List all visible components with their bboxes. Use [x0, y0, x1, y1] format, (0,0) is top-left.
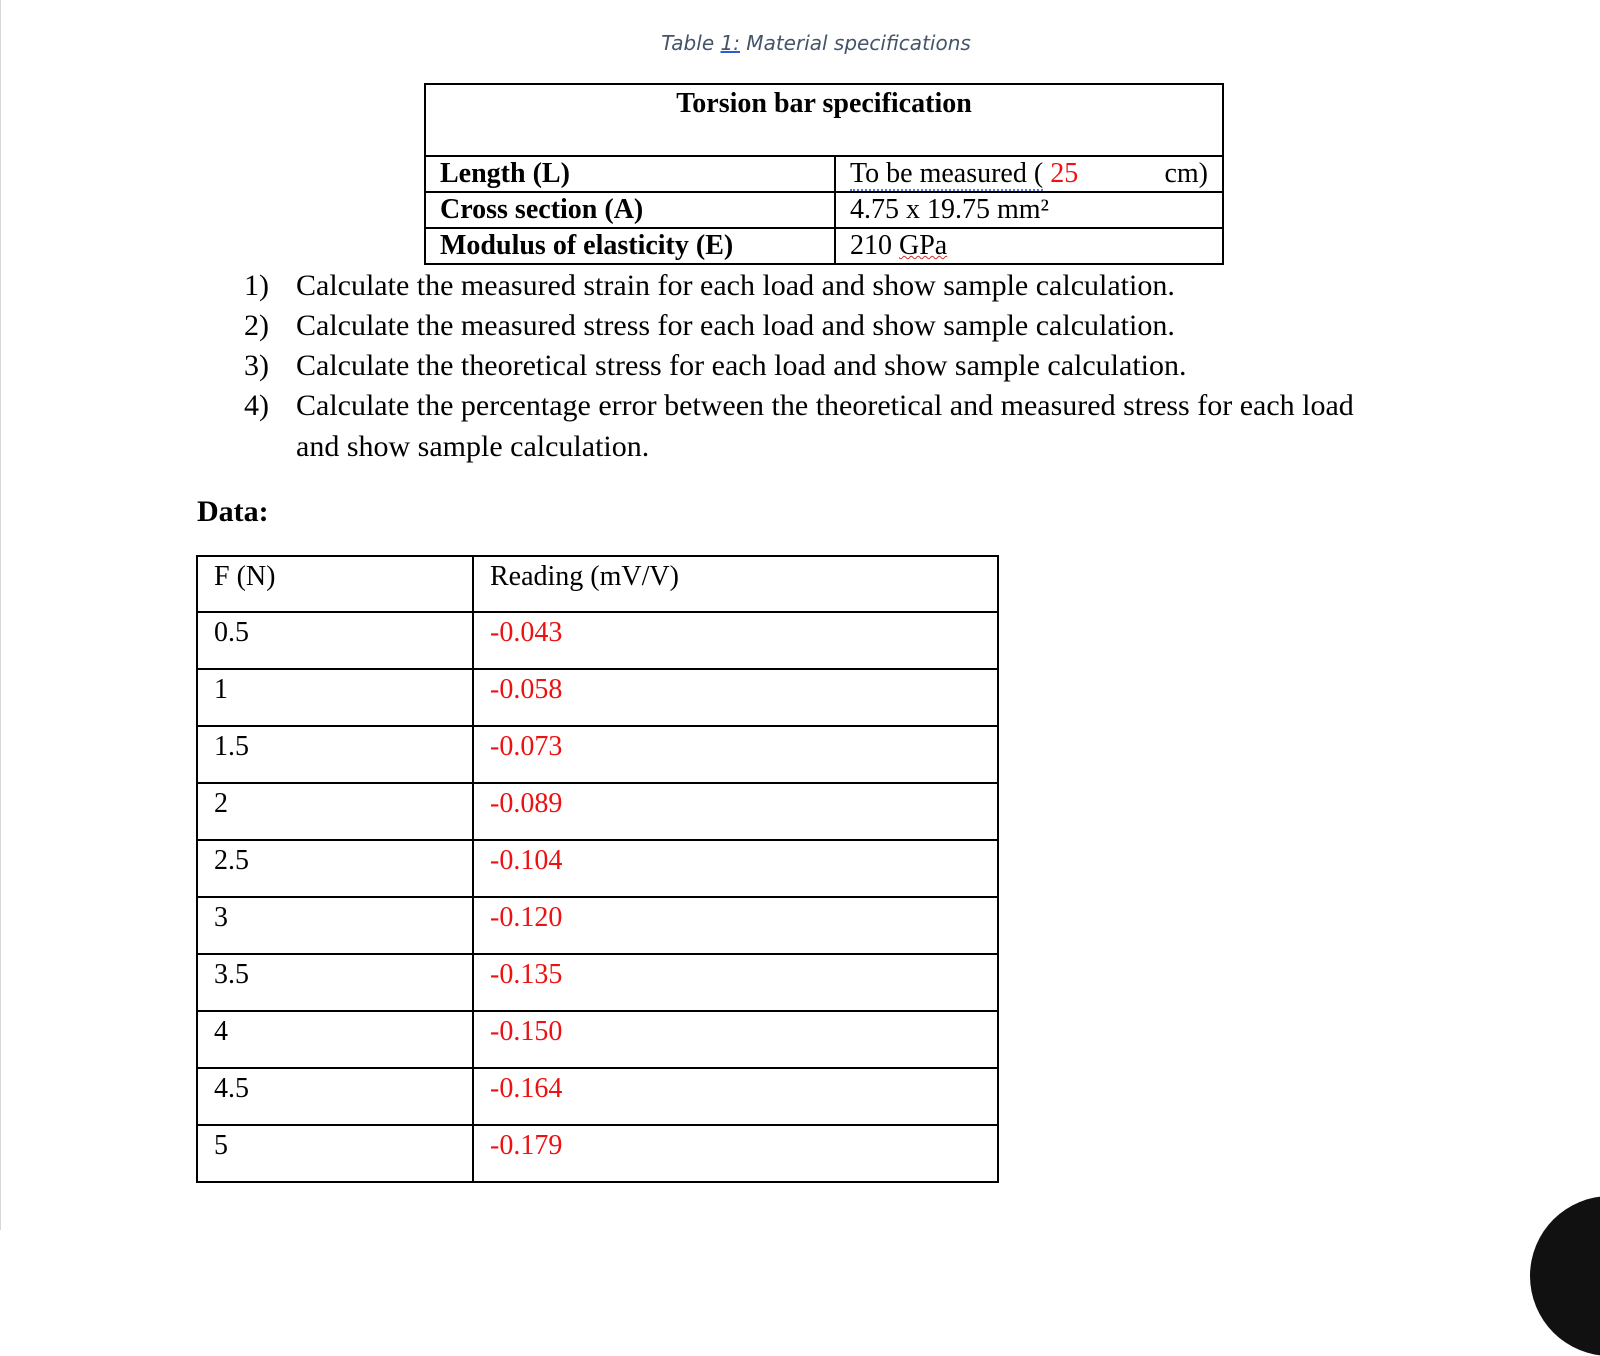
spec-value: To be measured ( 25 cm) — [835, 156, 1223, 192]
reading-cell: -0.135 — [473, 954, 998, 1011]
force-cell: 1 — [197, 669, 473, 726]
table-row — [197, 612, 998, 669]
spec-row-length — [425, 156, 1223, 192]
reading-cell: -0.043 — [473, 612, 998, 669]
table-row — [197, 783, 998, 840]
table-row — [197, 1068, 998, 1125]
table-row — [197, 1125, 998, 1182]
table-caption: Table 1: Material specifications — [661, 31, 971, 55]
spec-table — [424, 83, 1224, 265]
reading-cell: -0.150 — [473, 1011, 998, 1068]
spec-label: Cross section (A) — [425, 192, 835, 228]
table-row — [197, 840, 998, 897]
caption-number: 1: — [720, 31, 740, 55]
table-row — [197, 1011, 998, 1068]
reading-cell: -0.058 — [473, 669, 998, 726]
task-item: 1) Calculate the measured strain for each load and show sample calculation. — [244, 269, 1175, 302]
reading-cell: -0.164 — [473, 1068, 998, 1125]
force-cell: 1.5 — [197, 726, 473, 783]
column-header-force: F (N) — [197, 556, 473, 612]
spec-label: Length (L) — [425, 156, 835, 192]
spec-row-modulus — [425, 228, 1223, 264]
spec-value: 210 GPa — [835, 228, 1223, 264]
entered-length: 25 — [1043, 158, 1079, 189]
table-row — [197, 669, 998, 726]
table-row — [197, 897, 998, 954]
reading-cell: -0.104 — [473, 840, 998, 897]
floating-action-button[interactable] — [1530, 1196, 1600, 1356]
task-item: 2) Calculate the measured stress for each load and show sample calculation. — [244, 309, 1175, 342]
data-table — [196, 555, 999, 1183]
reading-cell: -0.120 — [473, 897, 998, 954]
force-cell: 4.5 — [197, 1068, 473, 1125]
task-item: 4) Calculate the percentage error between the theoretical and measured stress for each load and show sample calculation. — [244, 389, 1354, 463]
task-list — [244, 266, 1484, 468]
spec-row-cross-section — [425, 192, 1223, 228]
force-cell: 4 — [197, 1011, 473, 1068]
task-item: 3) Calculate the theoretical stress for each load and show sample calculation. — [244, 349, 1187, 382]
page-edge — [0, 0, 1, 1230]
table-row — [197, 954, 998, 1011]
data-heading: Data: — [197, 495, 269, 528]
reading-cell: -0.179 — [473, 1125, 998, 1182]
reading-cell: -0.089 — [473, 783, 998, 840]
spec-table-title: Torsion bar specification — [425, 84, 1223, 156]
table-row — [197, 726, 998, 783]
reading-cell: -0.073 — [473, 726, 998, 783]
force-cell: 3 — [197, 897, 473, 954]
force-cell: 2 — [197, 783, 473, 840]
force-cell: 2.5 — [197, 840, 473, 897]
force-cell: 3.5 — [197, 954, 473, 1011]
column-header-reading: Reading (mV/V) — [473, 556, 998, 612]
spec-label: Modulus of elasticity (E) — [425, 228, 835, 264]
spec-value: 4.75 x 19.75 mm² — [835, 192, 1223, 228]
table-header-row — [197, 556, 998, 612]
force-cell: 0.5 — [197, 612, 473, 669]
force-cell: 5 — [197, 1125, 473, 1182]
